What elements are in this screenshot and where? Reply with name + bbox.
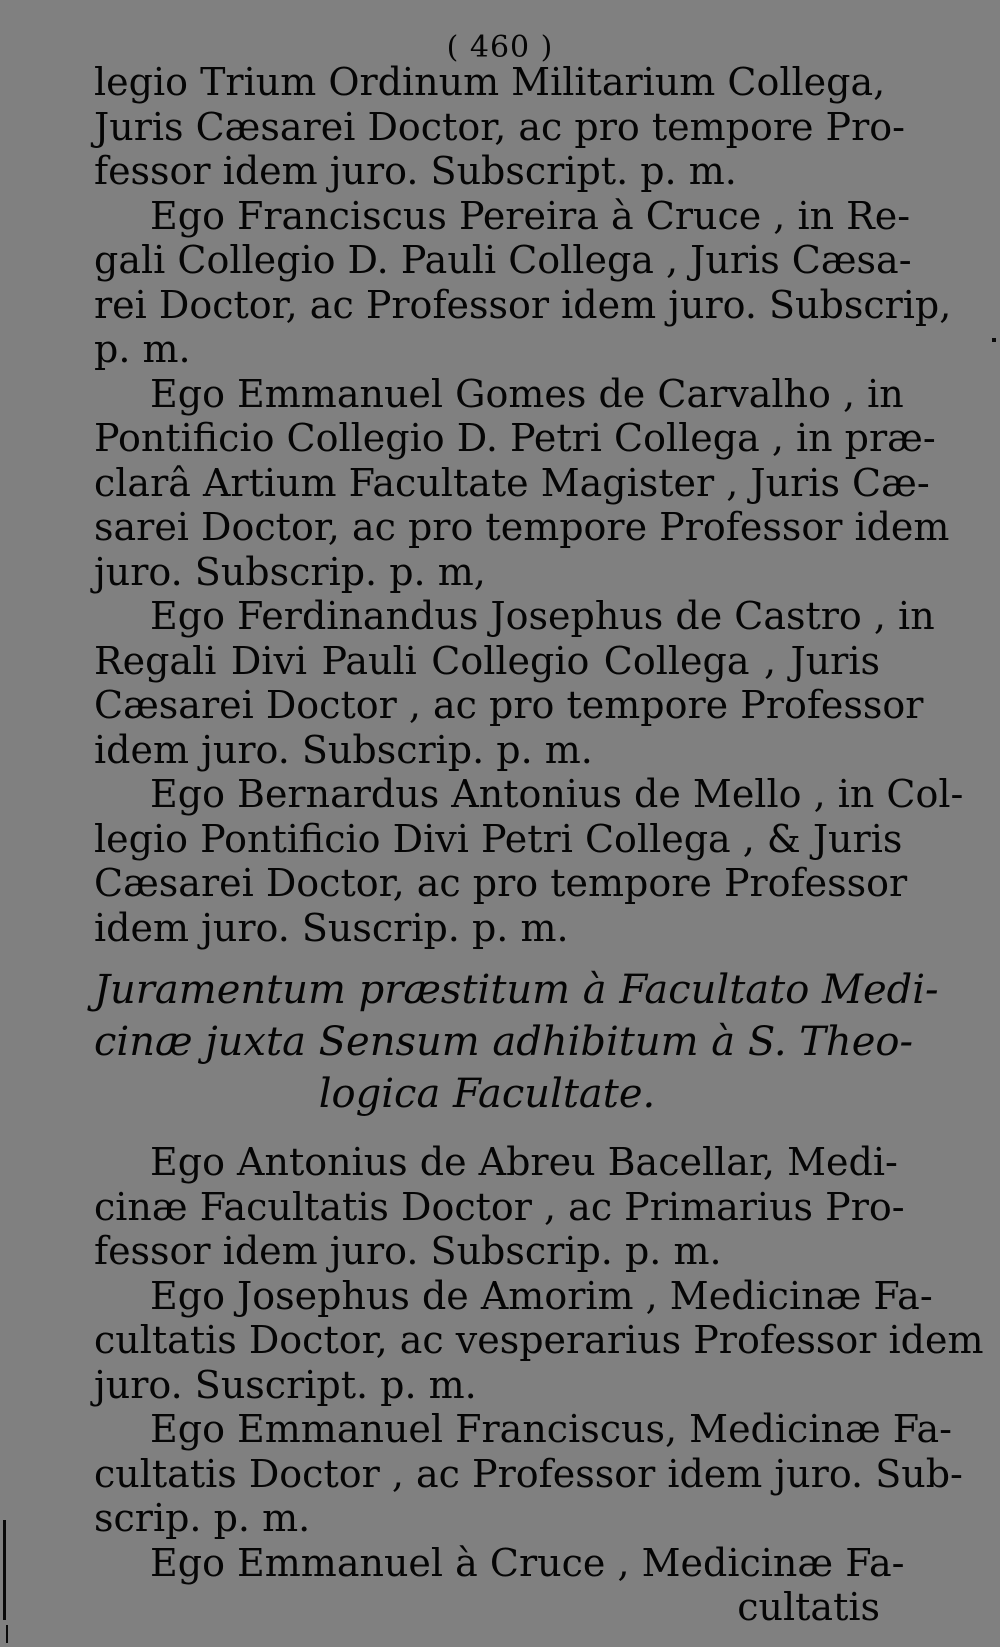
section-heading-line: logica Facultate.	[318, 1071, 656, 1117]
text-line: idem juro. Subscrip. p. m.	[94, 727, 593, 772]
text-line: Ego Josephus de Amorim , Medicinæ Fa-	[150, 1273, 933, 1318]
text-line: Juris Cæsarei Doctor, ac pro tempore Pro-	[94, 104, 906, 149]
text-line: Ego Franciscus Pereira à Cruce , in Re-	[150, 193, 911, 238]
catchword: cultatis	[737, 1585, 880, 1629]
text-line: Cæsarei Doctor, ac pro tempore Professor	[94, 861, 908, 905]
text-line: juro. Subscrip. p. m,	[94, 549, 486, 594]
text-line: cultatis Doctor, ac vesperarius Professor idem	[94, 1318, 984, 1362]
text-line: gali Collegio D. Pauli Collega , Juris Cæsa-	[94, 238, 912, 282]
text-line: Ego Emmanuel Gomes de Carvalho , in	[150, 371, 904, 416]
text-line: Ego Ferdinandus Josephus de Castro , in	[150, 594, 935, 638]
text-line: p. m.	[94, 327, 191, 371]
scan-edge-mark	[3, 1520, 6, 1620]
text-line: scrip. p. m.	[94, 1496, 311, 1540]
text-line: Regali Divi Pauli Collegio Collega , Juris	[94, 638, 880, 683]
page-body	[94, 60, 984, 1630]
page-number: ( 460 )	[446, 30, 554, 65]
text-line: cinæ Facultatis Doctor , ac Primarius Pro-	[94, 1184, 905, 1229]
text-line: sarei Doctor, ac pro tempore Professor idem	[94, 505, 950, 549]
text-line: Ego Bernardus Antonius de Mello , in Col-	[150, 772, 964, 816]
text-line: Ego Emmanuel à Cruce , Medicinæ Fa-	[150, 1540, 905, 1585]
text-line: Pontificio Collegio D. Petri Collega , in præ-	[94, 416, 936, 460]
text-line: legio Trium Ordinum Militarium Collega,	[94, 60, 886, 104]
text-line: Cæsarei Doctor , ac pro tempore Professor	[94, 683, 924, 727]
text-line: cultatis Doctor , ac Professor idem juro. Sub-	[94, 1451, 963, 1496]
text-line: legio Pontificio Divi Petri Collega , & Juris	[94, 816, 903, 861]
text-line: idem juro. Suscrip. p. m.	[94, 905, 569, 950]
text-line: Ego Emmanuel Franciscus, Medicinæ Fa-	[150, 1407, 953, 1451]
text-line: rei Doctor, ac Professor idem juro. Subscrip,	[94, 282, 952, 327]
section-heading-line: cinæ juxta Sensum adhibitum à S. Theo-	[94, 1019, 913, 1065]
text-line: fessor idem juro. Subscrip. p. m.	[94, 1229, 722, 1273]
section-heading-line: Juramentum præstitum à Facultato Medi-	[94, 967, 939, 1013]
text-line: juro. Suscript. p. m.	[94, 1362, 477, 1407]
scan-edge-mark	[6, 1625, 8, 1643]
scan-speck	[992, 338, 996, 342]
text-line: clarâ Artium Facultate Magister , Juris Cæ-	[94, 460, 930, 505]
text-line: fessor idem juro. Subscript. p. m.	[94, 149, 737, 193]
text-line: Ego Antonius de Abreu Bacellar, Medi-	[150, 1140, 898, 1184]
